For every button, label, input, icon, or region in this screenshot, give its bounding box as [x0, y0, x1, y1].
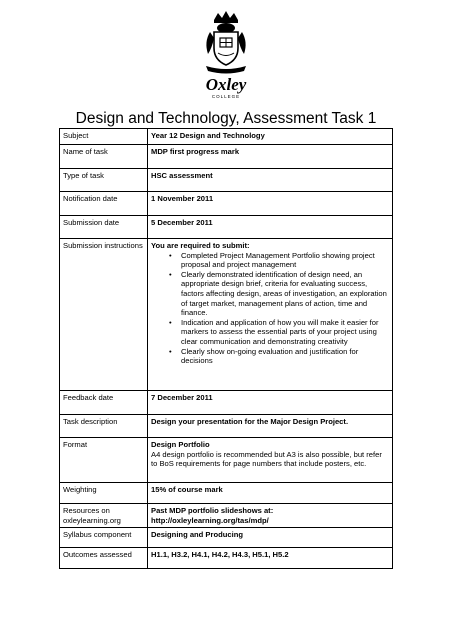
list-item: • Completed Project Management Portfolio showing project proposal and project management [181, 251, 389, 270]
weighting-value: 15% of course mark [148, 483, 393, 504]
resources-text: Past MDP portfolio slideshows at: [151, 506, 274, 515]
syllabus-component-value: Designing and Producing [148, 528, 393, 548]
table-row [60, 528, 393, 548]
feedback-date-value: 7 December 2011 [148, 391, 393, 415]
task-type-value: HSC assessment [148, 169, 393, 192]
task-description-value: Design your presentation for the Major Design Project. [148, 415, 393, 438]
table-row [60, 415, 393, 438]
row-label: Outcomes assessed [60, 548, 148, 569]
list-item: • Clearly show on-going evaluation and justification for decisions [181, 347, 389, 366]
logo-wordmark: Oxley [205, 75, 247, 94]
row-label: Weighting [60, 483, 148, 504]
list-item: • Clearly demonstrated identification of design need, an appropriate design brief, criteria for evaluating success, factors affecting design, areas of investigation, an exploration of target market, management plans of action, time and finance. [181, 270, 389, 318]
table-row [60, 169, 393, 192]
row-label: Submission instructions [60, 239, 148, 391]
row-label: Resources on oxleylearning.org [60, 504, 148, 528]
document-title: Design and Technology, Assessment Task 1 [75, 110, 377, 127]
outcomes-assessed-value: H1.1, H3.2, H4.1, H4.2, H4.3, H5.1, H5.2 [148, 548, 393, 569]
logo-subtitle: COLLEGE [211, 94, 241, 99]
subject-value: Year 12 Design and Technology [148, 129, 393, 145]
oxley-college-logo [196, 8, 256, 100]
table-row [60, 483, 393, 504]
table-row [60, 391, 393, 415]
table-row [60, 504, 393, 528]
table-row [60, 192, 393, 216]
instructions-heading: You are required to submit: [151, 241, 250, 250]
row-label: Type of task [60, 169, 148, 192]
instructions-list [151, 251, 389, 366]
table-row [60, 145, 393, 169]
submission-date-value: 5 December 2011 [148, 216, 393, 239]
row-label: Name of task [60, 145, 148, 169]
table-row [60, 129, 393, 145]
notification-date-value: 1 November 2011 [148, 192, 393, 216]
task-name-value: MDP first progress mark [148, 145, 393, 169]
row-label: Format [60, 438, 148, 483]
row-label: Syllabus component [60, 528, 148, 548]
format-title: Design Portfolio [151, 440, 210, 449]
format-value [148, 438, 393, 483]
table-row [60, 548, 393, 569]
resources-value [148, 504, 393, 528]
row-label: Submission date [60, 216, 148, 239]
row-label: Subject [60, 129, 148, 145]
format-note: A4 design portfolio is recommended but A3 is also possible, but refer to BoS requirements for page numbers that include posters, etc. [151, 449, 382, 469]
assessment-task-table [59, 128, 393, 569]
resources-link[interactable]: http://oxleylearning.org/tas/mdp/ [151, 515, 269, 525]
list-item: • Indication and application of how you will make it easier for markers to assess the essential parts of your project using clear communication and demonstrating creativity [181, 318, 389, 347]
row-label: Feedback date [60, 391, 148, 415]
table-row [60, 239, 393, 391]
school-crest-icon [196, 8, 256, 100]
row-label: Notification date [60, 192, 148, 216]
table-row [60, 216, 393, 239]
row-label: Task description [60, 415, 148, 438]
submission-instructions-value [148, 239, 393, 391]
table-row [60, 438, 393, 483]
